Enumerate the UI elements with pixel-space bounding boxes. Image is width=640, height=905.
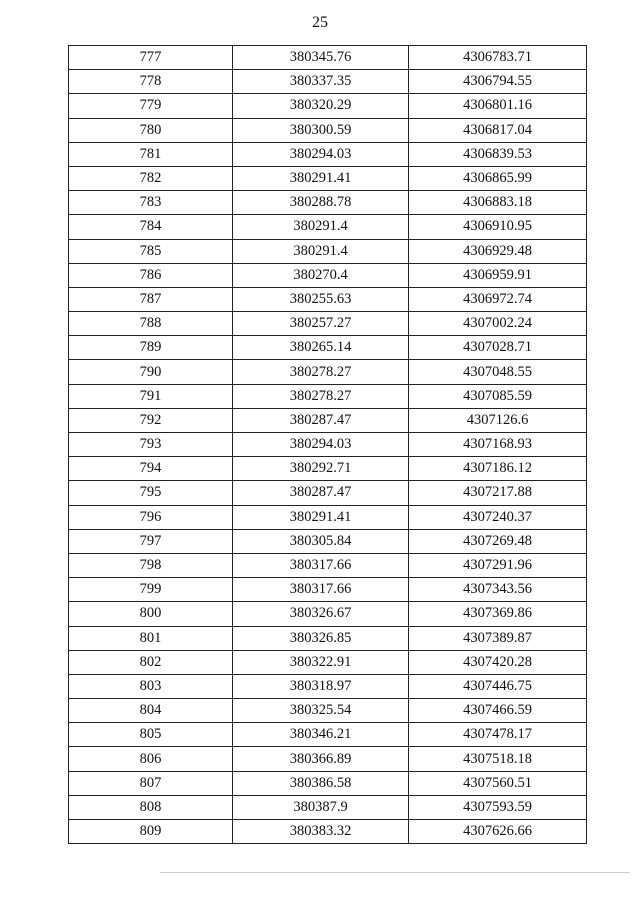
- y-coordinate-cell: 4306883.18: [409, 191, 587, 215]
- y-coordinate-cell: 4307560.51: [409, 771, 587, 795]
- point-number-cell: 798: [69, 553, 233, 577]
- table-row: [69, 747, 587, 771]
- point-number-cell: 789: [69, 336, 233, 360]
- y-coordinate-cell: 4307369.86: [409, 602, 587, 626]
- x-coordinate-cell: 380317.66: [233, 578, 409, 602]
- y-coordinate-cell: 4307002.24: [409, 312, 587, 336]
- point-number-cell: 801: [69, 626, 233, 650]
- coordinates-table: [68, 45, 587, 844]
- y-coordinate-cell: 4306839.53: [409, 142, 587, 166]
- y-coordinate-cell: 4307048.55: [409, 360, 587, 384]
- y-coordinate-cell: 4306959.91: [409, 263, 587, 287]
- table-row: [69, 70, 587, 94]
- table-row: [69, 142, 587, 166]
- point-number-cell: 778: [69, 70, 233, 94]
- y-coordinate-cell: 4307291.96: [409, 553, 587, 577]
- y-coordinate-cell: 4307240.37: [409, 505, 587, 529]
- point-number-cell: 799: [69, 578, 233, 602]
- point-number-cell: 783: [69, 191, 233, 215]
- table-row: [69, 118, 587, 142]
- y-coordinate-cell: 4307186.12: [409, 457, 587, 481]
- y-coordinate-cell: 4306794.55: [409, 70, 587, 94]
- x-coordinate-cell: 380366.89: [233, 747, 409, 771]
- table-row: [69, 529, 587, 553]
- y-coordinate-cell: 4306801.16: [409, 94, 587, 118]
- table-row: [69, 578, 587, 602]
- table-row: [69, 505, 587, 529]
- table-row: [69, 191, 587, 215]
- table-row: [69, 795, 587, 819]
- table-row: [69, 674, 587, 698]
- x-coordinate-cell: 380386.58: [233, 771, 409, 795]
- y-coordinate-cell: 4307478.17: [409, 723, 587, 747]
- x-coordinate-cell: 380317.66: [233, 553, 409, 577]
- y-coordinate-cell: 4306910.95: [409, 215, 587, 239]
- table-row: [69, 360, 587, 384]
- table-row: [69, 263, 587, 287]
- table-row: [69, 433, 587, 457]
- point-number-cell: 797: [69, 529, 233, 553]
- point-number-cell: 790: [69, 360, 233, 384]
- table-row: [69, 384, 587, 408]
- y-coordinate-cell: 4307389.87: [409, 626, 587, 650]
- x-coordinate-cell: 380318.97: [233, 674, 409, 698]
- y-coordinate-cell: 4306865.99: [409, 166, 587, 190]
- y-coordinate-cell: 4307420.28: [409, 650, 587, 674]
- y-coordinate-cell: 4307518.18: [409, 747, 587, 771]
- point-number-cell: 807: [69, 771, 233, 795]
- table-row: [69, 215, 587, 239]
- y-coordinate-cell: 4306929.48: [409, 239, 587, 263]
- x-coordinate-cell: 380291.41: [233, 505, 409, 529]
- y-coordinate-cell: 4307085.59: [409, 384, 587, 408]
- x-coordinate-cell: 380345.76: [233, 46, 409, 70]
- table-row: [69, 820, 587, 844]
- table-row: [69, 46, 587, 70]
- x-coordinate-cell: 380291.4: [233, 239, 409, 263]
- x-coordinate-cell: 380294.03: [233, 433, 409, 457]
- table-row: [69, 94, 587, 118]
- point-number-cell: 795: [69, 481, 233, 505]
- x-coordinate-cell: 380278.27: [233, 384, 409, 408]
- table-row: [69, 626, 587, 650]
- table-row: [69, 650, 587, 674]
- y-coordinate-cell: 4307446.75: [409, 674, 587, 698]
- y-coordinate-cell: 4307343.56: [409, 578, 587, 602]
- x-coordinate-cell: 380294.03: [233, 142, 409, 166]
- point-number-cell: 805: [69, 723, 233, 747]
- x-coordinate-cell: 380326.85: [233, 626, 409, 650]
- y-coordinate-cell: 4307168.93: [409, 433, 587, 457]
- point-number-cell: 784: [69, 215, 233, 239]
- page-bottom-edge: [160, 872, 630, 873]
- table-row: [69, 553, 587, 577]
- x-coordinate-cell: 380291.41: [233, 166, 409, 190]
- table-body: [69, 46, 587, 844]
- x-coordinate-cell: 380326.67: [233, 602, 409, 626]
- point-number-cell: 804: [69, 699, 233, 723]
- y-coordinate-cell: 4307028.71: [409, 336, 587, 360]
- table-row: [69, 336, 587, 360]
- x-coordinate-cell: 380287.47: [233, 481, 409, 505]
- x-coordinate-cell: 380337.35: [233, 70, 409, 94]
- y-coordinate-cell: 4307126.6: [409, 408, 587, 432]
- point-number-cell: 785: [69, 239, 233, 263]
- point-number-cell: 809: [69, 820, 233, 844]
- x-coordinate-cell: 380300.59: [233, 118, 409, 142]
- point-number-cell: 793: [69, 433, 233, 457]
- x-coordinate-cell: 380346.21: [233, 723, 409, 747]
- point-number-cell: 802: [69, 650, 233, 674]
- table-row: [69, 408, 587, 432]
- x-coordinate-cell: 380291.4: [233, 215, 409, 239]
- y-coordinate-cell: 4306817.04: [409, 118, 587, 142]
- y-coordinate-cell: 4307466.59: [409, 699, 587, 723]
- point-number-cell: 803: [69, 674, 233, 698]
- point-number-cell: 796: [69, 505, 233, 529]
- page-number: 25: [312, 14, 328, 31]
- table-row: [69, 723, 587, 747]
- table-row: [69, 457, 587, 481]
- point-number-cell: 791: [69, 384, 233, 408]
- x-coordinate-cell: 380387.9: [233, 795, 409, 819]
- point-number-cell: 792: [69, 408, 233, 432]
- point-number-cell: 800: [69, 602, 233, 626]
- x-coordinate-cell: 380257.27: [233, 312, 409, 336]
- x-coordinate-cell: 380383.32: [233, 820, 409, 844]
- y-coordinate-cell: 4307269.48: [409, 529, 587, 553]
- table-row: [69, 602, 587, 626]
- x-coordinate-cell: 380288.78: [233, 191, 409, 215]
- table-row: [69, 699, 587, 723]
- y-coordinate-cell: 4306783.71: [409, 46, 587, 70]
- x-coordinate-cell: 380270.4: [233, 263, 409, 287]
- x-coordinate-cell: 380325.54: [233, 699, 409, 723]
- table-row: [69, 166, 587, 190]
- point-number-cell: 782: [69, 166, 233, 190]
- point-number-cell: 779: [69, 94, 233, 118]
- y-coordinate-cell: 4307626.66: [409, 820, 587, 844]
- point-number-cell: 788: [69, 312, 233, 336]
- point-number-cell: 808: [69, 795, 233, 819]
- table-row: [69, 771, 587, 795]
- x-coordinate-cell: 380287.47: [233, 408, 409, 432]
- point-number-cell: 786: [69, 263, 233, 287]
- point-number-cell: 806: [69, 747, 233, 771]
- table-row: [69, 239, 587, 263]
- point-number-cell: 777: [69, 46, 233, 70]
- x-coordinate-cell: 380292.71: [233, 457, 409, 481]
- x-coordinate-cell: 380320.29: [233, 94, 409, 118]
- x-coordinate-cell: 380278.27: [233, 360, 409, 384]
- x-coordinate-cell: 380255.63: [233, 287, 409, 311]
- x-coordinate-cell: 380265.14: [233, 336, 409, 360]
- x-coordinate-cell: 380322.91: [233, 650, 409, 674]
- coordinates-table-container: [68, 45, 586, 844]
- point-number-cell: 794: [69, 457, 233, 481]
- y-coordinate-cell: 4306972.74: [409, 287, 587, 311]
- y-coordinate-cell: 4307217.88: [409, 481, 587, 505]
- table-row: [69, 287, 587, 311]
- table-row: [69, 312, 587, 336]
- y-coordinate-cell: 4307593.59: [409, 795, 587, 819]
- point-number-cell: 781: [69, 142, 233, 166]
- point-number-cell: 780: [69, 118, 233, 142]
- point-number-cell: 787: [69, 287, 233, 311]
- x-coordinate-cell: 380305.84: [233, 529, 409, 553]
- table-row: [69, 481, 587, 505]
